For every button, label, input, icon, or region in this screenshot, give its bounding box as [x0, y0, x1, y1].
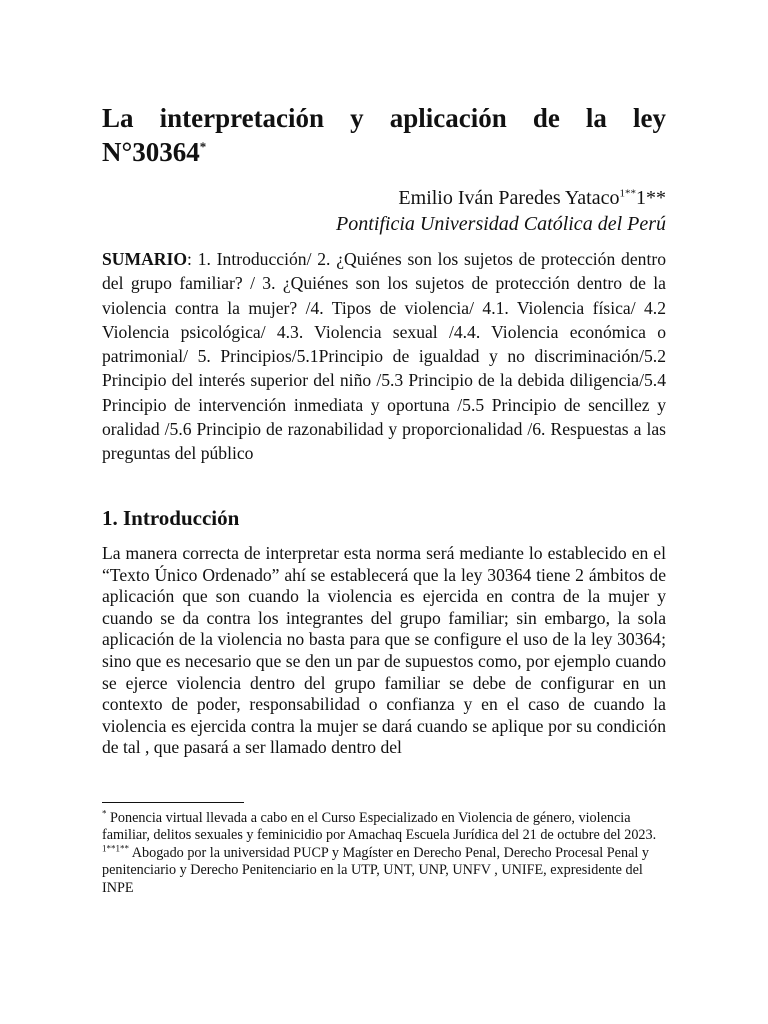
title-footnote-mark[interactable]: * — [199, 139, 207, 154]
introduction-paragraph: La manera correcta de interpretar esta norma será mediante lo establecido en el “Texto Único Ordenado” ahí se establecerá que la ley 30364 tiene 2 ámbitos de aplicación que son cuando la violencia es ejercida en contra de la mujer y cuando se da contra los integrantes del grupo familiar; sin embargo, la sola aplicación de la violencia no basta para que se configure el uso de la ley 30364; sino que es necesario que se den un par de supuestos como, por ejemplo cuando se ejerce violencia dentro del grupo familiar se debe de configurar en un contexto de poder, responsabilidad o confianza y en el caso de cuando la violencia es ejercida contra la mujer se dará cuando se aplique por su condición de tal , que pasará a ser llamado dentro del — [102, 543, 666, 758]
footnote-1-mark: * — [102, 808, 107, 819]
paper-title — [102, 101, 666, 169]
author-affiliation: Pontificia Universidad Católica del Perú — [336, 213, 666, 235]
title-line-1: La interpretación y aplicación de la ley — [102, 103, 666, 133]
footnote-2-mark: 1**1** — [102, 843, 129, 854]
footnote-2 — [102, 845, 666, 897]
summary-paragraph — [102, 247, 666, 466]
footnote-1-text: Ponencia virtual llevada a cabo en el Curso Especializado en Violencia de género, violencia familiar, delitos sexuales y feminicidio por Amachaq Escuela Jurídica del 21 de octubre del 2023. — [102, 810, 657, 844]
document-page — [102, 0, 666, 1024]
author-suffix: 1** — [636, 187, 666, 209]
author-line — [102, 185, 666, 211]
title-line-2: N°30364 — [102, 137, 200, 167]
footnote-divider — [102, 802, 244, 803]
footnotes — [102, 810, 666, 897]
author-footnote-mark[interactable]: 1** — [619, 187, 636, 200]
summary-text: : 1. Introducción/ 2. ¿Quiénes son los sujetos de protección dentro del grupo familiar? / 3. ¿Quiénes son los sujetos de protección dentro de la violencia contra la mujer? /4. Tipos de violencia/ 4.1. Violencia física/ 4.2 Violencia psicológica/ 4.3. Violencia sexual /4.4. Violencia económica o patrimonial/ 5. Principios/5.1Principio de igualdad y no discriminación/5.2 Principio del interés superior del niño /5.3 Principio de la debida diligencia/5.4 Principio de intervención inmediata y oportuna /5.5 Principio de sencillez y oralidad /5.6 Principio de razonabilidad y proporcionalidad /6. Respuestas a las preguntas del público — [102, 249, 666, 464]
footnote-1 — [102, 810, 666, 845]
section-heading-introduccion: 1. Introducción — [102, 506, 240, 530]
summary-label: SUMARIO — [102, 249, 188, 269]
footnote-2-text: Abogado por la universidad PUCP y Magíster en Derecho Penal, Derecho Procesal Penal y penitenciario y Derecho Penitenciario en la UTP, UNT, UNP, UNFV , UNIFE, expresidente del INPE — [102, 844, 649, 896]
author-name: Emilio Iván Paredes Yataco — [398, 187, 620, 209]
